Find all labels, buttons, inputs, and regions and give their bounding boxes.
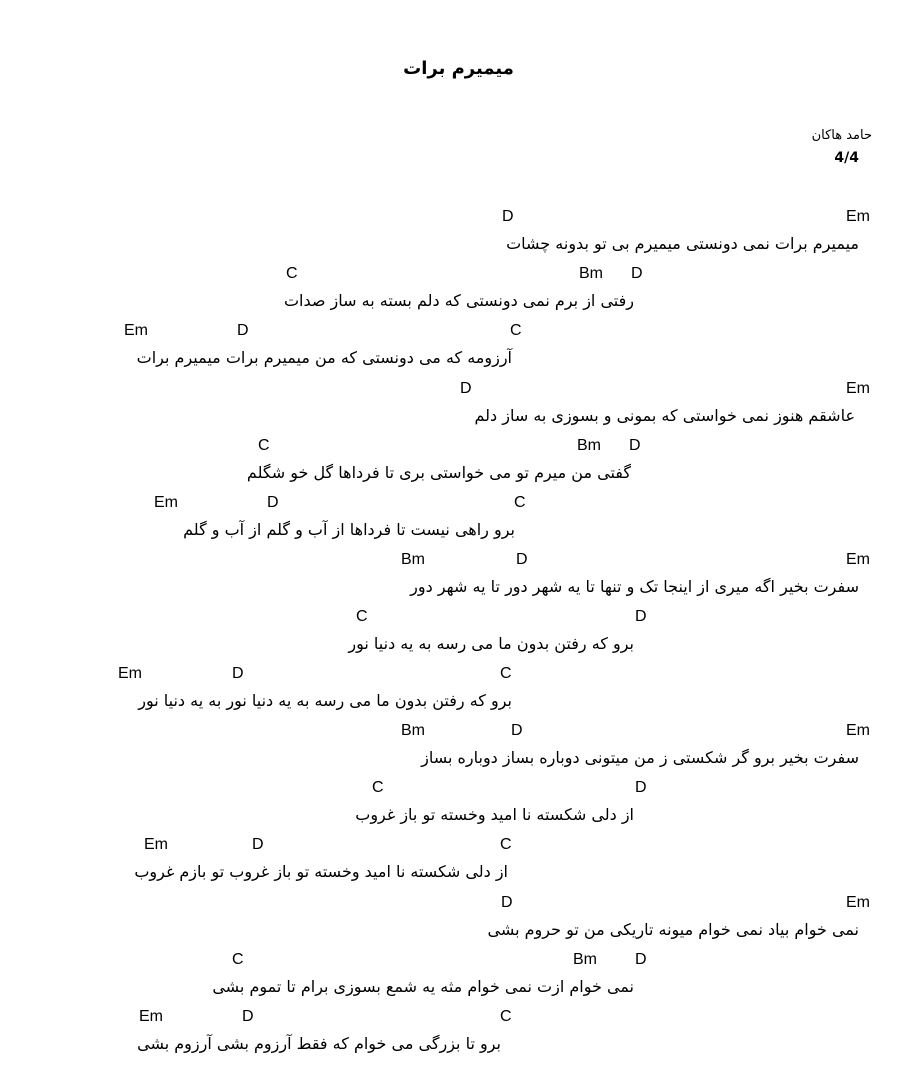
lyric-line: عاشقم هنوز نمی خواستی که بمونی و بسوزی به ساز دلم — [474, 406, 855, 425]
chord-symbol: C — [356, 608, 368, 625]
chord-symbol: D — [252, 836, 264, 853]
chord-symbol: C — [514, 494, 526, 511]
lyric-line: گفتی من میرم تو می خواستی بری تا فرداها گل خو شگلم — [246, 463, 631, 482]
chord-symbol: C — [286, 265, 298, 282]
chord-symbol: Em — [118, 665, 142, 682]
song-title: میمیرم برات — [403, 58, 514, 79]
chord-symbol: D — [460, 380, 472, 397]
lyric-line: برو که رفتن بدون ما می رسه به یه دنیا نور به یه دنیا نور — [138, 691, 512, 710]
chord-symbol: D — [511, 722, 523, 739]
chord-symbol: D — [516, 551, 528, 568]
chord-symbol: C — [372, 779, 384, 796]
chord-symbol: D — [267, 494, 279, 511]
chord-symbol: Em — [846, 551, 870, 568]
chord-symbol: C — [510, 322, 522, 339]
chord-symbol: D — [501, 894, 513, 911]
chord-symbol: Em — [144, 836, 168, 853]
lyric-line: سفرت بخیر اگه میری از اینجا تک و تنها تا یه شهر دور تا یه شهر دور — [410, 577, 859, 596]
lyric-line: رفتی از برم نمی دونستی که دلم بسته به ساز صدات — [283, 291, 634, 310]
chord-symbol: Em — [846, 208, 870, 225]
lyric-line: نمی خوام ازت نمی خوام مثه یه شمع بسوزی برام تا تموم بشی — [212, 977, 634, 996]
chord-symbol: D — [237, 322, 249, 339]
chord-symbol: D — [635, 779, 647, 796]
lyric-line: نمی خوام بیاد نمی خوام میونه تاریکی من تو حروم بشی — [487, 920, 859, 939]
chord-symbol: D — [635, 608, 647, 625]
chord-symbol: Bm — [579, 265, 603, 282]
lyric-line: از دلی شکسته نا امید وخسته تو باز غروب تو بازم غروب — [134, 862, 508, 881]
time-signature: 4/4 — [834, 150, 859, 166]
chord-symbol: Em — [846, 894, 870, 911]
song-author: حامد هاکان — [811, 128, 872, 143]
chord-symbol: D — [242, 1008, 254, 1025]
chord-symbol: Em — [154, 494, 178, 511]
chord-symbol: D — [232, 665, 244, 682]
lyric-line: آرزومه که می دونستی که من میمیرم برات میمیرم برات — [136, 348, 512, 367]
chord-symbol: C — [500, 665, 512, 682]
chord-symbol: C — [232, 951, 244, 968]
lyric-line: برو راهی نیست تا فرداها از آب و گلم از آب و گلم — [183, 520, 515, 539]
chord-symbol: Bm — [401, 722, 425, 739]
lyric-line: برو که رفتن بدون ما می رسه به یه دنیا نور — [348, 634, 634, 653]
lyric-line: سفرت بخیر برو گر شکستی ز من میتونی دوباره بساز دوباره بساز — [421, 748, 859, 767]
chord-symbol: Em — [846, 722, 870, 739]
chord-symbol: D — [629, 437, 641, 454]
chord-symbol: C — [500, 1008, 512, 1025]
chord-symbol: D — [502, 208, 514, 225]
chord-symbol: Em — [846, 380, 870, 397]
chord-symbol: Em — [124, 322, 148, 339]
chord-symbol: Bm — [577, 437, 601, 454]
chord-symbol: C — [258, 437, 270, 454]
lyric-line: برو تا بزرگی می خوام که فقط آرزوم بشی آرزوم بشی — [137, 1034, 501, 1053]
lyric-line: از دلی شکسته نا امید وخسته تو باز غروب — [355, 805, 634, 824]
chord-symbol: Em — [139, 1008, 163, 1025]
chord-symbol: Bm — [573, 951, 597, 968]
lyric-line: میمیرم برات نمی دونستی میمیرم بی تو بدونه چشات — [506, 234, 859, 253]
chord-symbol: D — [635, 951, 647, 968]
chord-symbol: D — [631, 265, 643, 282]
chord-symbol: C — [500, 836, 512, 853]
chord-symbol: Bm — [401, 551, 425, 568]
